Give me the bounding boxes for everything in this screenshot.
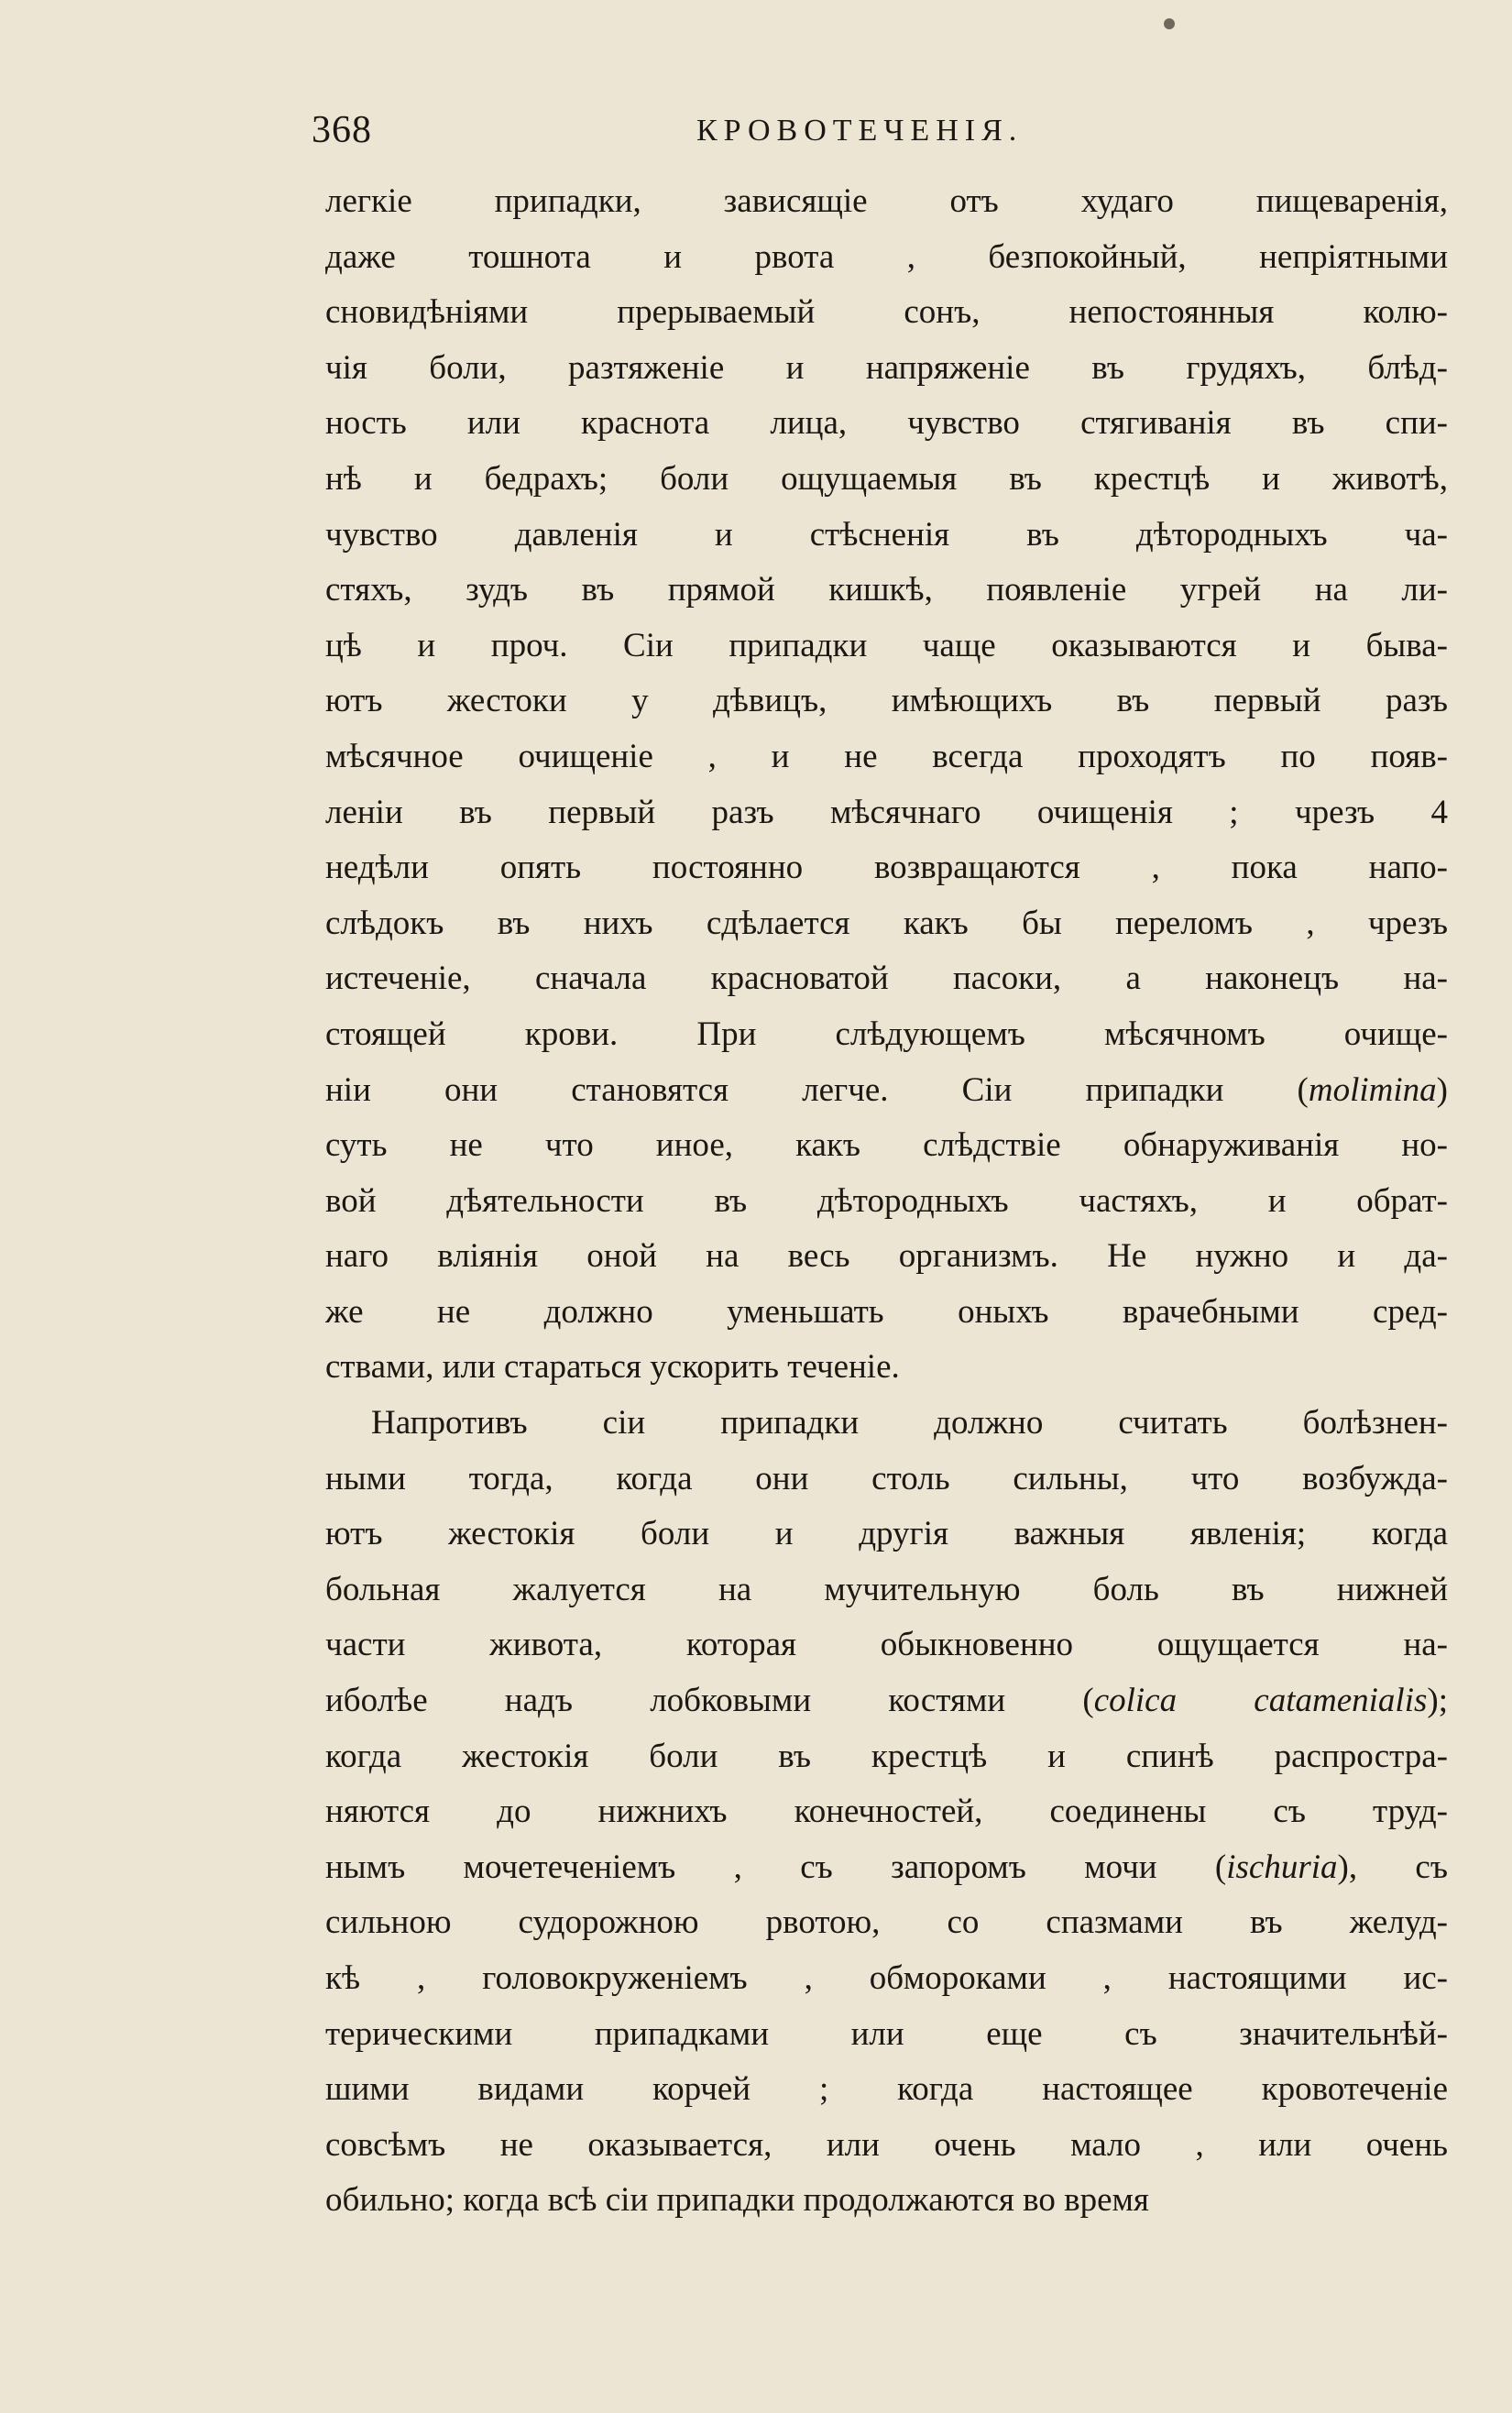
text-line [325, 174, 1448, 230]
text-line [325, 729, 1448, 785]
text-line [325, 785, 1448, 841]
text-segment: цѣ и проч. Сіи припадки чаще оказываются и быва- [325, 626, 1448, 664]
text-line [325, 619, 1448, 675]
running-head: КРОВОТЕЧЕНІЯ. [696, 114, 1024, 148]
text-line [325, 1673, 1448, 1729]
text-line [325, 1340, 1448, 1396]
text-line [325, 1229, 1448, 1285]
text-segment: терическими припадками или еще съ значительнѣй- [325, 2014, 1448, 2053]
text-line [325, 1563, 1448, 1618]
text-line [325, 1174, 1448, 1230]
text-segment: Напротивъ сіи припадки должно считать болѣзнен- [371, 1404, 1448, 1442]
text-segment: же не должно уменьшать оныхъ врачебными сред- [325, 1292, 1448, 1331]
text-segment: обильно; когда всѣ сіи припадки продолжаются во время [325, 2181, 1149, 2220]
latin-term: ischuria [1226, 1848, 1338, 1886]
text-segment: ) [1436, 1070, 1448, 1109]
text-line [325, 1063, 1448, 1119]
text-line [325, 1840, 1448, 1896]
text-segment: сильною судорожною рвотою, со спазмами въ желуд- [325, 1903, 1448, 1942]
text-segment: нѣ и бедрахъ; боли ощущаемыя въ крестцѣ и животѣ, [325, 459, 1448, 498]
text-line [325, 1285, 1448, 1341]
text-line [325, 1895, 1448, 1951]
text-segment: слѣдокъ въ нихъ сдѣлается какъ бы переломъ , чрезъ [325, 904, 1448, 942]
page-header [312, 108, 1466, 163]
text-segment: стяхъ, зудъ въ прямой кишкѣ, появленіе угрей на ли- [325, 571, 1448, 609]
text-segment: мѣсячное очищеніе , и не всегда проходятъ по появ- [325, 737, 1448, 775]
text-segment: совсѣмъ не оказывается, или очень мало , или очень [325, 2125, 1448, 2164]
text-segment: ніи они становятся легче. Сіи припадки ( [325, 1070, 1309, 1109]
text-segment: иболѣе надъ лобковыми костями ( [325, 1682, 1094, 1720]
text-segment: недѣли опять постоянно возвращаются , пока напо- [325, 849, 1448, 887]
text-line [325, 1729, 1448, 1785]
text-line [325, 1118, 1448, 1174]
text-segment: ствами, или стараться ускорить теченіе. [325, 1348, 900, 1387]
text-segment: ); [1427, 1682, 1448, 1720]
text-segment: кѣ , головокруженіемъ , обмороками , настоящими ис- [325, 1959, 1448, 1997]
text-segment: ютъ жестокія боли и другія важныя явленія; когда [325, 1515, 1448, 1553]
text-segment: ность или краснота лица, чувство стягиванія въ спи- [325, 404, 1448, 443]
text-segment: наго вліянія оной на весь организмъ. Не нужно и да- [325, 1237, 1448, 1276]
text-line [325, 1618, 1448, 1673]
text-segment: истеченіе, сначала красноватой пасоки, а наконецъ на- [325, 960, 1448, 998]
text-line [325, 563, 1448, 619]
text-line [325, 2173, 1448, 2229]
text-line [325, 285, 1448, 341]
text-segment: ), съ [1337, 1848, 1448, 1886]
text-segment: нымъ мочетеченіемъ , съ запоромъ мочи ( [325, 1848, 1227, 1886]
text-segment: суть не что иное, какъ слѣдствіе обнаруживанія но- [325, 1126, 1448, 1165]
text-segment: легкіе припадки, зависящіе отъ худаго пищеваренія, [325, 182, 1448, 220]
text-line [325, 951, 1448, 1007]
latin-term: molimina [1308, 1070, 1437, 1109]
text-segment: части живота, которая обыкновенно ощущается на- [325, 1626, 1448, 1664]
text-line [325, 674, 1448, 729]
text-segment: чія боли, разтяженіе и напряженіе въ грудяхъ, блѣд- [325, 348, 1448, 387]
text-line [325, 1007, 1448, 1063]
text-line [325, 396, 1448, 452]
text-line [325, 230, 1448, 286]
text-segment: вой дѣятельности въ дѣтородныхъ частяхъ, и обрат- [325, 1181, 1448, 1220]
text-line [325, 840, 1448, 896]
text-segment: шими видами корчей ; когда настоящее кровотеченіе [325, 2070, 1448, 2109]
text-line [325, 508, 1448, 564]
text-line [325, 341, 1448, 397]
text-segment: больная жалуется на мучительную боль въ нижней [325, 1570, 1448, 1608]
text-segment: ными тогда, когда они столь сильны, что возбужда- [325, 1459, 1448, 1497]
latin-term: colica catamenialis [1093, 1682, 1428, 1720]
text-segment: няются до нижнихъ конечностей, соединены съ труд- [325, 1793, 1448, 1831]
text-line [325, 1452, 1448, 1508]
text-line [325, 452, 1448, 508]
body-text [325, 174, 1448, 2229]
text-segment: чувство давленія и стѣсненія въ дѣтородныхъ ча- [325, 515, 1448, 554]
ink-spot [1164, 18, 1175, 29]
page-number: 368 [312, 109, 372, 151]
text-segment: когда жестокія боли въ крестцѣ и спинѣ распростра- [325, 1737, 1448, 1775]
text-line [325, 1507, 1448, 1563]
text-line [325, 2007, 1448, 2063]
text-segment: сновидѣніями прерываемый сонъ, непостоянныя колю- [325, 293, 1448, 332]
text-line [325, 896, 1448, 952]
text-segment: ютъ жестоки у дѣвицъ, имѣющихъ въ первый разъ [325, 682, 1448, 720]
text-line [325, 1396, 1448, 1452]
text-line [325, 2118, 1448, 2174]
text-line [325, 2062, 1448, 2118]
text-segment: стоящей крови. При слѣдующемъ мѣсячномъ очище- [325, 1015, 1448, 1053]
text-segment: даже тошнота и рвота , безпокойный, непріятными [325, 237, 1448, 276]
text-segment: леніи въ первый разъ мѣсячнаго очищенія ; чрезъ 4 [325, 793, 1448, 831]
text-line [325, 1784, 1448, 1840]
text-line [325, 1951, 1448, 2007]
